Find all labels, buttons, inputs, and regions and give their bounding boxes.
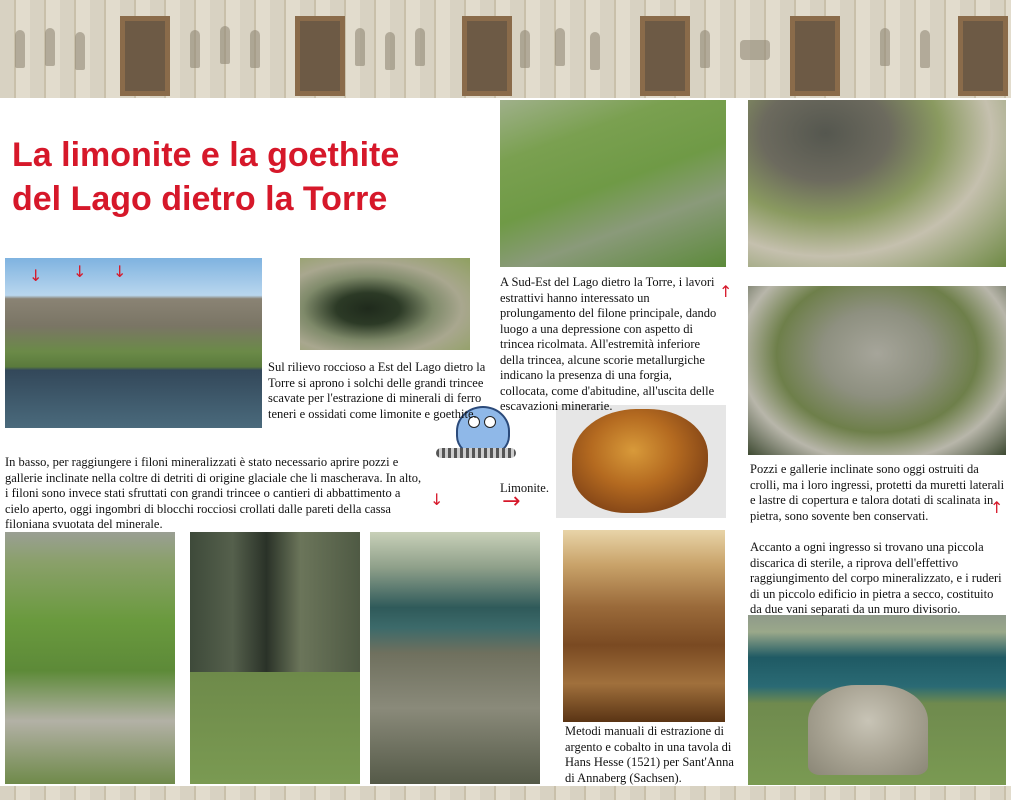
red-arrow-up-icon: ↑ bbox=[990, 498, 1004, 517]
red-arrow-down-icon: ↓ bbox=[73, 262, 87, 281]
caption-entrance: Accanto a ogni ingresso si trovano una piccola discarica di sterile, a riprova dell'effettivo raggiungimento del corpo mineralizzato, e i ruderi di un piccolo edificio in pietra a secco, costituito da due vani separati da un muro divisorio. bbox=[750, 540, 1002, 616]
page-title bbox=[12, 133, 482, 221]
title-line-2: del Lago dietro la Torre bbox=[12, 180, 388, 218]
caption-south-east: A Sud-Est del Lago dietro la Torre, i lavori estrattivi hanno interessato un prolungamento del filone principale, dando luogo a una depressione con aspetto di trincea ricolmata. All'estremità inferiore della trincea, alcune scorie metallurgiche indicano la presenza di una forgia, collocata, come d'abitudine, all'uscita delle escavazioni minerarie. bbox=[500, 275, 717, 413]
mine-door-illustration bbox=[120, 16, 170, 96]
stone-hut-lake-photo bbox=[748, 615, 1006, 785]
limonite-specimen-photo bbox=[556, 405, 726, 518]
bottom-frieze-engraving bbox=[0, 786, 1011, 800]
mine-door-illustration bbox=[640, 16, 690, 96]
mine-door-illustration bbox=[295, 16, 345, 96]
mine-door-illustration bbox=[462, 16, 512, 96]
trench-photo bbox=[300, 258, 470, 350]
hans-hesse-painting bbox=[563, 530, 725, 722]
caption-below-above: In basso, per raggiungere i filoni mineralizzati è stato necessario aprire pozzi e gallerie inclinate nella coltre di detriti di origine glaciale che li mascherava. In alto, i filoni sono invece stati sfruttati con grandi trincee o cantieri di abbattimento a cielo aperto, oggi ingombri di blocchi rocciosi crollati dalle pareti della cassa filoniana svuotata del minerale. bbox=[5, 455, 422, 531]
title-line-1: La limonite e la goethite bbox=[12, 136, 400, 174]
rock-cut-trench-photo bbox=[190, 532, 360, 784]
top-frieze-engraving bbox=[0, 0, 1011, 98]
collapsed-rocks-photo bbox=[748, 286, 1006, 455]
red-arrow-right-icon: → bbox=[502, 489, 521, 514]
caption-east-relief: Sul rilievo roccioso a Est del Lago dietro la Torre si aprono i solchi delle grandi trincee scavate per l'estrazione di minerali di ferro teneri e ossidati come limonite e goethite. bbox=[268, 360, 486, 421]
mine-door-illustration bbox=[958, 16, 1008, 96]
caption-wells: Pozzi e gallerie inclinate sono oggi ostruiti da crolli, ma i loro ingressi, protetti da muretti laterali e lastre di copertura e talora dotati di scalinata in pietra, sono sovente ben conservati. bbox=[750, 462, 1005, 523]
red-arrow-up-icon: ↑ bbox=[719, 282, 733, 301]
caption-limonite: Limonite. bbox=[500, 481, 549, 495]
red-arrow-down-icon: ↓ bbox=[430, 490, 444, 509]
red-arrow-down-icon: ↓ bbox=[29, 266, 43, 285]
boulders-photo bbox=[748, 100, 1006, 267]
red-arrow-down-icon: ↓ bbox=[113, 262, 127, 281]
mine-door-illustration bbox=[790, 16, 840, 96]
well-entrance-photo bbox=[5, 532, 175, 784]
lake-rocky-relief-photo bbox=[5, 258, 262, 428]
caption-hans-hesse: Metodi manuali di estrazione di argento e cobalto in una tavola di Hans Hesse (1521) per Sant'Anna di Annaberg (Sachsen). bbox=[565, 724, 734, 785]
south-east-grass-photo bbox=[500, 100, 726, 267]
open-cut-lake-photo bbox=[370, 490, 540, 784]
